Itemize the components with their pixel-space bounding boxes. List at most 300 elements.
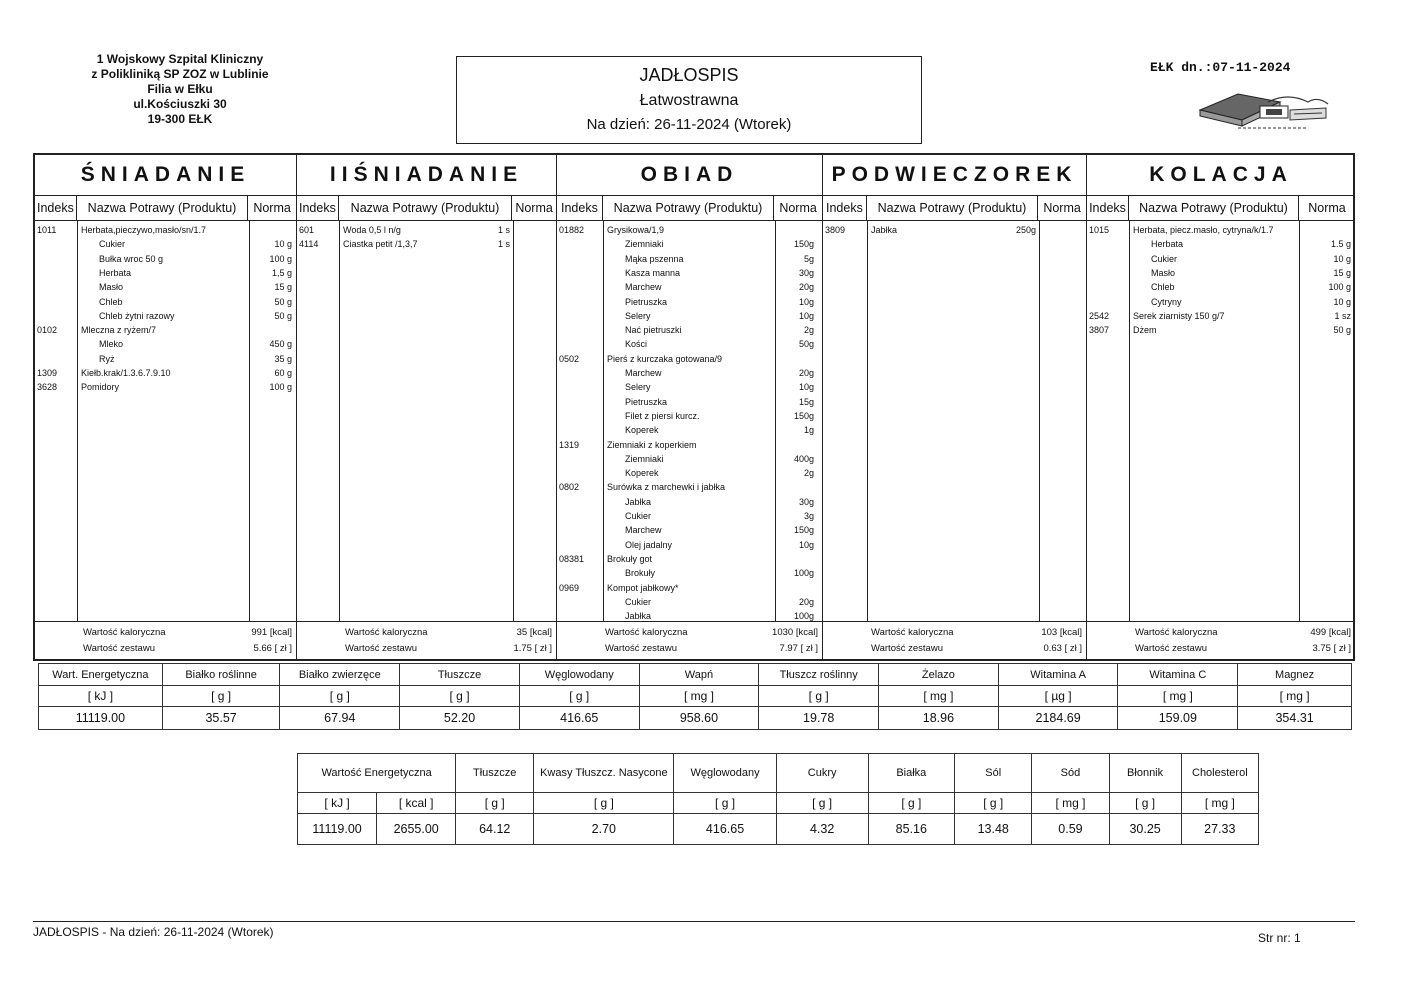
menu-item: [823, 225, 1086, 239]
nutrition-value: 958.60: [639, 707, 759, 730]
cost-value: 1.75 [ zł ]: [513, 643, 552, 654]
footer-divider: [33, 921, 1355, 922]
item-quantity: 50 g: [1333, 325, 1351, 336]
meal-items: [823, 221, 1086, 621]
menu-item: [557, 454, 822, 468]
calorie-value: 103 [kcal]: [1041, 627, 1082, 638]
meal-items: [297, 221, 556, 621]
menu-item: [35, 239, 296, 253]
menu-item: [35, 325, 296, 339]
ingredient-name: Cukier: [625, 511, 652, 521]
norm-header: Norma: [779, 201, 817, 215]
menu-item: [35, 311, 296, 325]
ingredient-name: Kasza manna: [625, 267, 681, 278]
hospital-line: z Polikliniką SP ZOZ w Lublinie: [91, 67, 269, 81]
menu-item: [557, 368, 822, 382]
summary-unit: [ g ]: [534, 793, 674, 814]
column-divider: [513, 221, 514, 621]
menu-item: [557, 268, 822, 282]
item-quantity: 50 g: [274, 310, 292, 321]
meal-column: [823, 155, 1087, 659]
dish-name: Mleczna z ryżem/7: [81, 325, 157, 336]
ingredient-name: Pietruszka: [625, 296, 668, 307]
summary-header: Cholesterol: [1181, 754, 1258, 793]
nutrition-value: 2184.69: [998, 707, 1118, 730]
menu-item: [1087, 239, 1355, 253]
ingredient-name: Chleb: [99, 296, 123, 307]
menu-item: [557, 225, 822, 239]
name-header: Nazwa Potrawy (Produktu): [867, 196, 1038, 220]
ingredient-name: Ziemniaki: [625, 239, 664, 250]
menu-item: [557, 325, 822, 339]
item-quantity: 3g: [803, 511, 814, 521]
nutrition-value: 52.20: [400, 707, 520, 730]
menu-item: [35, 268, 296, 282]
cost-label: Wartość zestawu: [83, 643, 155, 654]
nutrition-value: 19.78: [759, 707, 879, 730]
ingredient-name: Ryż: [99, 353, 115, 364]
dish-name: Pomidory: [81, 382, 120, 393]
summary-header: Białka: [868, 754, 955, 793]
ingredient-name: Bułka wroc 50 g: [99, 253, 164, 264]
menu-item: [35, 339, 296, 353]
item-index: 0802: [559, 482, 580, 493]
meal-title: OBIAD: [557, 155, 822, 196]
nutrition-header: Tłuszcze: [400, 664, 520, 686]
menu-item: [35, 254, 296, 268]
menu-table: [33, 153, 1355, 661]
summary-value: 85.16: [868, 814, 955, 845]
item-index: 1309: [37, 368, 58, 378]
menu-item: [1087, 311, 1355, 325]
nutrition-header: Białko roślinne: [162, 664, 280, 686]
summary-unit: [ g ]: [955, 793, 1032, 814]
nutrition-header: Białko zwierzęce: [280, 664, 400, 686]
item-quantity: 450 g: [269, 339, 292, 350]
item-index: 4114: [299, 239, 319, 250]
column-headers: [557, 196, 822, 221]
summary-value: 13.48: [955, 814, 1032, 845]
item-quantity: 30g: [798, 267, 814, 278]
summary-unit: [ kJ ]: [298, 793, 377, 814]
item-quantity: 100g: [793, 611, 814, 622]
menu-item: [1087, 282, 1355, 296]
menu-item: [35, 382, 296, 396]
item-quantity: 150g: [793, 410, 814, 421]
item-index: 601: [299, 225, 315, 235]
nutrition-header: Witamina A: [998, 664, 1118, 686]
item-quantity: 150g: [793, 525, 814, 536]
dish-name: Kompot jabłkowy*: [607, 582, 679, 593]
item-quantity: 5g: [803, 253, 814, 264]
ingredient-name: Jabłka: [625, 496, 652, 507]
hospital-address: [70, 52, 290, 127]
name-header: Nazwa Potrawy (Produktu): [339, 196, 512, 220]
nutrition-header: Węglowodany: [519, 664, 639, 686]
cost-label: Wartość zestawu: [1135, 643, 1207, 654]
item-quantity: 15 g: [1333, 267, 1351, 278]
nutrition-header: Wapń: [639, 664, 759, 686]
ingredient-name: Jabłka: [625, 611, 652, 622]
calorie-label: Wartość kaloryczna: [605, 627, 688, 638]
hospital-line: 1 Wojskowy Szpital Kliniczny: [96, 52, 264, 66]
menu-item: [557, 282, 822, 296]
summary-header: Sól: [955, 754, 1032, 793]
item-quantity: 100 g: [269, 382, 292, 393]
column-headers: [35, 196, 296, 221]
item-quantity: 250g: [1015, 225, 1036, 235]
menu-item: [1087, 254, 1355, 268]
item-quantity: 1,5 g: [271, 267, 292, 278]
ingredient-name: Cytryny: [1151, 296, 1182, 307]
nutrition-table-summary: [297, 753, 1259, 845]
item-quantity: 100 g: [269, 253, 292, 264]
item-quantity: 1.5 g: [1330, 239, 1351, 250]
item-index: 08381: [559, 553, 585, 564]
summary-value: 30.25: [1109, 814, 1181, 845]
item-index: 0502: [559, 353, 580, 364]
index-header: Indeks: [557, 196, 603, 220]
index-header: Indeks: [297, 196, 339, 220]
norm-header: Norma: [253, 201, 291, 215]
summary-header: Tłuszcze: [456, 754, 534, 793]
item-quantity: 15g: [798, 396, 814, 407]
ingredient-name: Koperek: [625, 468, 659, 479]
nutrition-unit: [ kJ ]: [39, 686, 163, 707]
nutrition-value: 11119.00: [39, 707, 163, 730]
nutrition-header: Żelazo: [879, 664, 999, 686]
ingredient-name: Mleko: [99, 339, 124, 350]
menu-item: [1087, 325, 1355, 339]
item-index: 1319: [559, 439, 580, 450]
item-quantity: 15 g: [274, 282, 292, 293]
ingredient-name: Chleb żytni razowy: [99, 310, 175, 321]
item-quantity: 10g: [798, 296, 814, 307]
ingredient-name: Cukier: [1151, 253, 1178, 264]
item-quantity: 1 s: [497, 239, 510, 250]
nutrition-unit: [ mg ]: [879, 686, 999, 707]
item-quantity: 10g: [798, 310, 814, 321]
summary-value: 416.65: [674, 814, 776, 845]
menu-item: [557, 397, 822, 411]
item-index: 1015: [1089, 225, 1110, 235]
summary-value: 64.12: [456, 814, 534, 845]
summary-header: Węglowodany: [674, 754, 776, 793]
ingredient-name: Brokuły: [625, 568, 656, 579]
page-title: JADŁOSPIS: [639, 65, 739, 85]
menu-item: [557, 382, 822, 396]
nutrition-header: Wart. Energetyczna: [39, 664, 163, 686]
item-quantity: 10 g: [1333, 296, 1351, 307]
item-quantity: 20g: [798, 368, 814, 378]
footer-title: JADŁOSPIS - Na dzień: 26-11-2024 (Wtorek): [33, 925, 274, 939]
meal-summary: [823, 621, 1086, 659]
nutrition-unit: [ g ]: [519, 686, 639, 707]
menu-item: [557, 554, 822, 568]
book-icon: [1198, 88, 1333, 130]
item-quantity: 400g: [793, 453, 814, 464]
calorie-label: Wartość kaloryczna: [871, 627, 954, 638]
item-quantity: 10g: [798, 539, 814, 550]
menu-item: [557, 583, 822, 597]
menu-item: [557, 568, 822, 582]
item-index: 01882: [559, 225, 585, 235]
menu-item: [557, 425, 822, 439]
name-header: Nazwa Potrawy (Produktu): [603, 196, 774, 220]
meal-items: [35, 221, 296, 621]
meal-title: ŚNIADANIE: [35, 155, 296, 196]
ingredient-name: Mąka pszenna: [625, 253, 684, 264]
menu-item: [557, 440, 822, 454]
cost-label: Wartość zestawu: [871, 643, 943, 654]
dish-name: Ziemniaki z koperkiem: [607, 439, 697, 450]
summary-value: 4.32: [776, 814, 868, 845]
item-quantity: 10 g: [1333, 253, 1351, 264]
summary-header: Cukry: [776, 754, 868, 793]
ingredient-name: Marchew: [625, 525, 662, 536]
location-date: EŁK dn.:07-11-2024: [1150, 60, 1291, 75]
menu-item: [35, 282, 296, 296]
item-index: 1011: [37, 225, 57, 235]
ingredient-name: Cukier: [99, 239, 126, 250]
title-box: [456, 56, 922, 144]
menu-item: [35, 354, 296, 368]
nutrition-unit: [ mg ]: [639, 686, 759, 707]
item-quantity: 1 sz: [1334, 310, 1351, 321]
item-quantity: 10g: [798, 382, 814, 393]
item-quantity: 100 g: [1328, 282, 1351, 293]
meal-items: [1087, 221, 1355, 621]
summary-unit: [ g ]: [456, 793, 534, 814]
column-divider: [339, 221, 340, 621]
dish-name: Dżem: [1133, 325, 1157, 336]
ingredient-name: Cukier: [625, 596, 652, 607]
nutrition-unit: [ mg ]: [1118, 686, 1238, 707]
menu-item: [1087, 225, 1355, 239]
nutrition-header: Witamina C: [1118, 664, 1238, 686]
calorie-value: 499 [kcal]: [1310, 627, 1351, 638]
ingredient-name: Herbata: [99, 267, 132, 278]
menu-item: [1087, 297, 1355, 311]
item-quantity: 2g: [803, 468, 814, 479]
ingredient-name: Selery: [625, 310, 651, 321]
nutrition-value: 354.31: [1238, 707, 1352, 730]
hospital-line: Filia w Ełku: [147, 82, 213, 96]
menu-item: [35, 225, 296, 239]
item-index: 0969: [559, 582, 580, 593]
dish-name: Grysikowa/1,9: [607, 225, 665, 235]
ingredient-name: Marchew: [625, 368, 662, 378]
menu-item: [557, 354, 822, 368]
summary-unit: [ mg ]: [1032, 793, 1109, 814]
menu-item: [557, 297, 822, 311]
item-quantity: 20g: [798, 596, 814, 607]
nutrition-value: 18.96: [879, 707, 999, 730]
item-quantity: 1g: [803, 425, 814, 436]
nutrition-header: Magnez: [1238, 664, 1352, 686]
nutrition-unit: [ g ]: [400, 686, 520, 707]
nutrition-value: 67.94: [280, 707, 400, 730]
hospital-line: 19-300 EŁK: [147, 112, 213, 126]
item-index: 3628: [37, 382, 58, 393]
meal-column: [35, 155, 297, 659]
summary-unit: [ kcal ]: [377, 793, 456, 814]
meal-title: KOLACJA: [1087, 155, 1355, 196]
ingredient-name: Masło: [1151, 267, 1176, 278]
nutrition-unit: [ µg ]: [998, 686, 1118, 707]
summary-value: 2655.00: [377, 814, 456, 845]
name-header: Nazwa Potrawy (Produktu): [77, 196, 248, 220]
calorie-value: 991 [kcal]: [251, 627, 292, 638]
menu-item: [297, 225, 556, 239]
meal-column: [557, 155, 823, 659]
summary-value: 11119.00: [298, 814, 377, 845]
summary-value: 0.59: [1032, 814, 1109, 845]
nutrition-value: 159.09: [1118, 707, 1238, 730]
ingredient-name: Kości: [625, 339, 648, 350]
hospital-line: ul.Kościuszki 30: [133, 97, 227, 111]
norm-header: Norma: [1043, 201, 1081, 215]
meal-column: [297, 155, 557, 659]
item-index: 3809: [825, 225, 846, 235]
ingredient-name: Ziemniaki: [625, 453, 664, 464]
calorie-label: Wartość kaloryczna: [1135, 627, 1218, 638]
ingredient-name: Selery: [625, 382, 651, 393]
nutrition-table-main: [38, 663, 1352, 730]
item-quantity: 60 g: [274, 368, 292, 378]
dish-name: Herbata,pieczywo,masło/sn/1.7: [81, 225, 207, 235]
calorie-label: Wartość kaloryczna: [345, 627, 428, 638]
ingredient-name: Chleb: [1151, 282, 1175, 293]
menu-item: [557, 482, 822, 496]
ingredient-name: Pietruszka: [625, 396, 668, 407]
index-header: Indeks: [35, 196, 77, 220]
meal-items: [557, 221, 822, 621]
item-quantity: 100g: [793, 568, 814, 579]
summary-value: 27.33: [1181, 814, 1258, 845]
summary-unit: [ mg ]: [1181, 793, 1258, 814]
norm-header: Norma: [515, 201, 553, 215]
item-quantity: 50g: [798, 339, 814, 350]
summary-unit: [ g ]: [674, 793, 776, 814]
index-header: Indeks: [1087, 196, 1129, 220]
meal-summary: [1087, 621, 1355, 659]
column-divider: [1039, 221, 1040, 621]
meal-column: [1087, 155, 1355, 659]
menu-item: [35, 368, 296, 382]
dish-name: Jabłka: [871, 225, 898, 235]
column-divider: [867, 221, 868, 621]
summary-header: Błonnik: [1109, 754, 1181, 793]
calorie-value: 1030 [kcal]: [772, 627, 818, 638]
nutrition-value: 35.57: [162, 707, 280, 730]
item-quantity: 30g: [798, 496, 814, 507]
page-number: Str nr: 1: [1258, 931, 1301, 945]
dish-name: Pierś z kurczaka gotowana/9: [607, 353, 723, 364]
menu-item: [557, 311, 822, 325]
ingredient-name: Filet z piersi kurcz.: [625, 410, 700, 421]
column-headers: [297, 196, 556, 221]
menu-item: [297, 239, 556, 253]
menu-item: [557, 254, 822, 268]
calorie-label: Wartość kaloryczna: [83, 627, 166, 638]
item-quantity: 20g: [798, 282, 814, 293]
dish-name: Kiełb.krak/1.3.6.7.9.10: [81, 368, 171, 378]
menu-item: [557, 511, 822, 525]
summary-header: Kwasy Tłuszcz. Nasycone: [534, 754, 674, 793]
ingredient-name: Herbata: [1151, 239, 1184, 250]
item-index: 2542: [1089, 310, 1110, 321]
menu-item: [35, 297, 296, 311]
calorie-value: 35 [kcal]: [516, 627, 552, 638]
menu-date: Na dzień: 26-11-2024 (Wtorek): [586, 116, 792, 133]
menu-item: [557, 339, 822, 353]
menu-item: [557, 239, 822, 253]
dish-name: Brokuły got: [607, 553, 653, 564]
meal-summary: [35, 621, 296, 659]
cost-value: 0.63 [ zł ]: [1043, 643, 1082, 654]
cost-value: 3.75 [ zł ]: [1312, 643, 1351, 654]
menu-item: [557, 540, 822, 554]
dish-name: Surówka z marchewki i jabłka: [607, 482, 726, 493]
item-quantity: 150g: [793, 239, 814, 250]
menu-item: [557, 468, 822, 482]
menu-item: [557, 525, 822, 539]
summary-header: Wartość Energetyczna: [298, 754, 456, 793]
ingredient-name: Masło: [99, 282, 124, 293]
summary-unit: [ g ]: [868, 793, 955, 814]
dish-name: Ciastka petit /1,3,7: [343, 239, 418, 250]
meal-title: PODWIECZOREK: [823, 155, 1086, 196]
ingredient-name: Marchew: [625, 282, 662, 293]
cost-value: 5.66 [ zł ]: [253, 643, 292, 654]
nutrition-unit: [ g ]: [759, 686, 879, 707]
nutrition-unit: [ g ]: [280, 686, 400, 707]
item-quantity: 50 g: [274, 296, 292, 307]
item-quantity: 2g: [803, 325, 814, 336]
meal-summary: [557, 621, 822, 659]
summary-unit: [ g ]: [776, 793, 868, 814]
nutrition-value: 416.65: [519, 707, 639, 730]
column-headers: [823, 196, 1086, 221]
cost-label: Wartość zestawu: [605, 643, 677, 654]
menu-item: [557, 497, 822, 511]
nutrition-header: Tłuszcz roślinny: [759, 664, 879, 686]
name-header: Nazwa Potrawy (Produktu): [1129, 196, 1299, 220]
ingredient-name: Nać pietruszki: [625, 325, 682, 336]
ingredient-name: Koperek: [625, 425, 659, 436]
diet-name: Łatwostrawna: [639, 92, 739, 109]
dish-name: Serek ziarnisty 150 g/7: [1133, 310, 1225, 321]
meal-title: IIŚNIADANIE: [297, 155, 556, 196]
dish-name: Woda 0,5 l n/g: [343, 225, 401, 235]
menu-item: [557, 597, 822, 611]
norm-header: Norma: [1308, 201, 1346, 215]
ingredient-name: Olej jadalny: [625, 539, 673, 550]
menu-item: [557, 411, 822, 425]
item-quantity: 1 s: [497, 225, 510, 235]
cost-value: 7.97 [ zł ]: [779, 643, 818, 654]
dish-name: Herbata, piecz.masło, cytryna/k/1.7: [1133, 225, 1274, 235]
meal-summary: [297, 621, 556, 659]
nutrition-unit: [ g ]: [162, 686, 280, 707]
summary-unit: [ g ]: [1109, 793, 1181, 814]
nutrition-unit: [ mg ]: [1238, 686, 1352, 707]
cost-label: Wartość zestawu: [345, 643, 417, 654]
item-index: 3807: [1089, 325, 1110, 336]
summary-header: Sód: [1032, 754, 1109, 793]
index-header: Indeks: [823, 196, 867, 220]
